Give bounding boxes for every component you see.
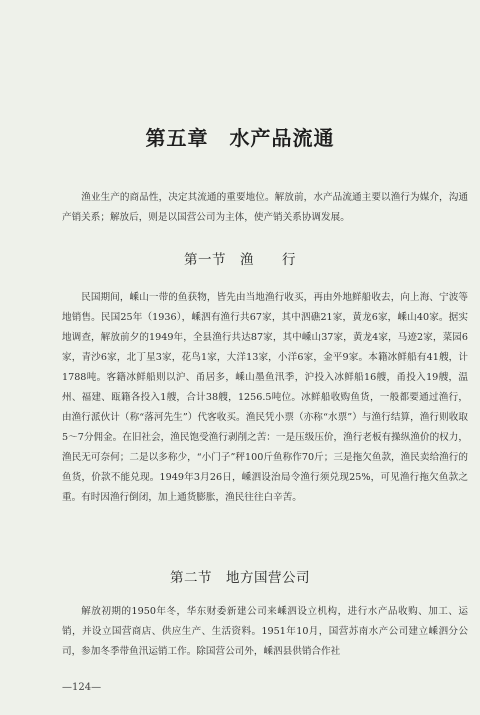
section-1-number: 第一节 [184,252,226,268]
section-1-heading [0,248,480,268]
section-1-title: 渔 行 [240,252,296,268]
section-1-body: 民国期间，嵊山一带的鱼获物，皆先由当地渔行收买，再由外地鲜船收去，向上海、宁波等地销售。民国25年（1936），嵊泗有渔行共67家，其中泗礁21家，黄龙6家，嵊山40家。据实地调查，解放前夕的1949年，全县渔行共达87家，其中嵊山37家，黄龙4家，马迹2家，菜园6家，青沙6家，北丁星3家，花鸟1家，大洋13家，小洋6家，金平9家。本籍冰鲜船有41艘，计1788吨。客籍冰鲜船则以沪、甬居多，嵊山墨鱼汛季，沪投入冰鲜船16艘，甬投入19艘，温州、福建、瓯籍各投入1艘，合计38艘，1256.5吨位。冰鲜船收购鱼货，一般都要通过渔行，由渔行派伙计（称“落河先生”）代客收买。渔民凭小票（亦称“水票”）与渔行结算，渔行则收取5～7分佣金。在旧社会，渔民饱受渔行剥削之苦：一是压级压价，渔行老板有操纵渔价的权力，渔民无可奈何；二是以多称少，“小门子”秤100斤鱼称作70斤；三是拖欠鱼款，渔民卖给渔行的鱼货，价款不能兑现。1949年3月26日，嵊泗设治局令渔行须兑现25%，可见渔行拖欠鱼款之重。有时因渔行倒闭，加上通货膨胀，渔民往往白辛苦。 [62,292,468,503]
section-2-number: 第二节 [170,570,212,586]
intro-paragraph: 渔业生产的商品性，决定其流通的重要地位。解放前，水产品流通主要以渔行为媒介，沟通产销关系；解放后，则是以国营公司为主体，使产销关系协调发展。 [62,192,468,223]
section-2-title: 地方国营公司 [226,570,310,586]
chapter-title: 第五章 水产品流通 [145,126,335,150]
section-2-body: 解放初期的1950年冬，华东财委新建公司来嵊泗设立机构，进行水产品收购、加工、运销，并设立国营商店、供应生产、生活资料。1951年10月，国营苏南水产公司建立嵊泗分公司，参加冬季带鱼汛运销工作。除国营公司外，嵊泗县供销合作社 [62,606,468,657]
section-2-heading [0,566,480,586]
page-number: —124— [62,682,102,693]
